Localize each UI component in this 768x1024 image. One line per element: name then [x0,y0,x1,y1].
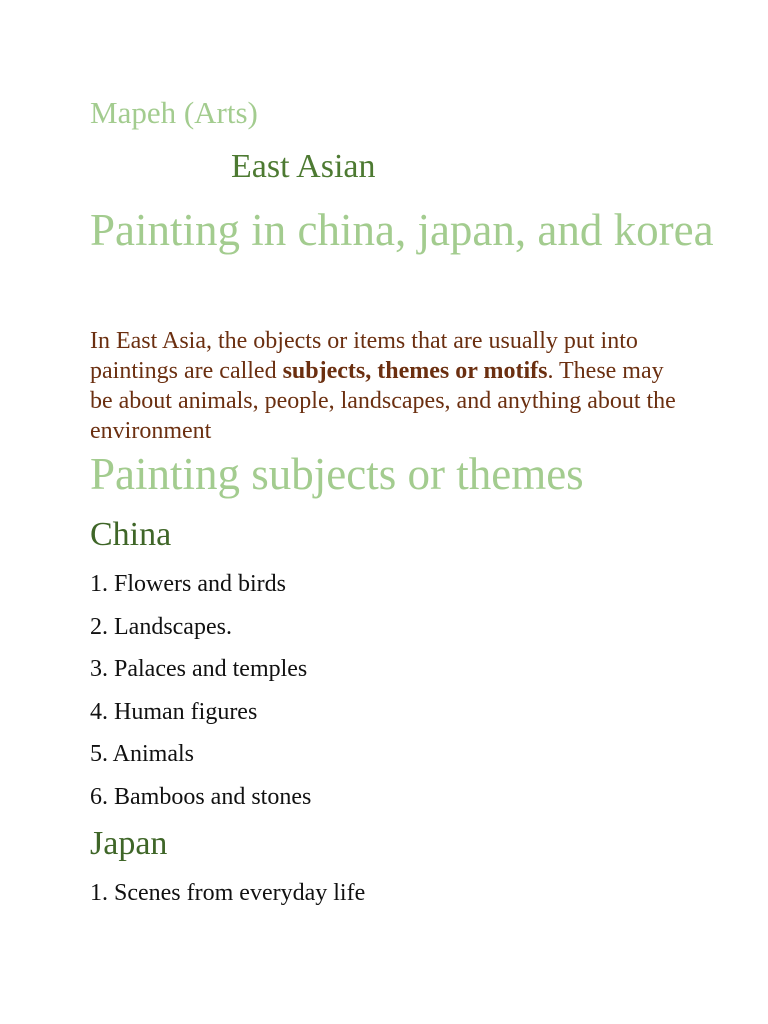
list-item: 6. Bamboos and stones [90,784,312,810]
subject-label: Mapeh (Arts) [90,95,258,130]
list-item: 2. Landscapes. [90,614,232,640]
intro-text-bold: subjects, themes or motifs [282,358,548,384]
list-item: 1. Scenes from everyday life [90,880,366,906]
page-title: Painting in china, japan, and korea [90,205,714,255]
overtitle: East Asian [231,148,376,185]
list-item: 5. Animals [90,741,195,767]
list-item: 1. Flowers and birds [90,571,286,597]
list-item: 4. Human figures [90,699,258,725]
section-title: Painting subjects or themes [90,449,584,499]
heading-china: China [90,516,172,553]
heading-japan: Japan [90,825,168,862]
intro-text-after: . These may be about animals, people, landscapes, and anything about the environment [90,358,676,444]
intro-text-before: In East Asia, the objects or items that are usually put into paintings are called [90,328,638,384]
intro-paragraph [90,326,690,446]
list-item: 3. Palaces and temples [90,656,308,682]
